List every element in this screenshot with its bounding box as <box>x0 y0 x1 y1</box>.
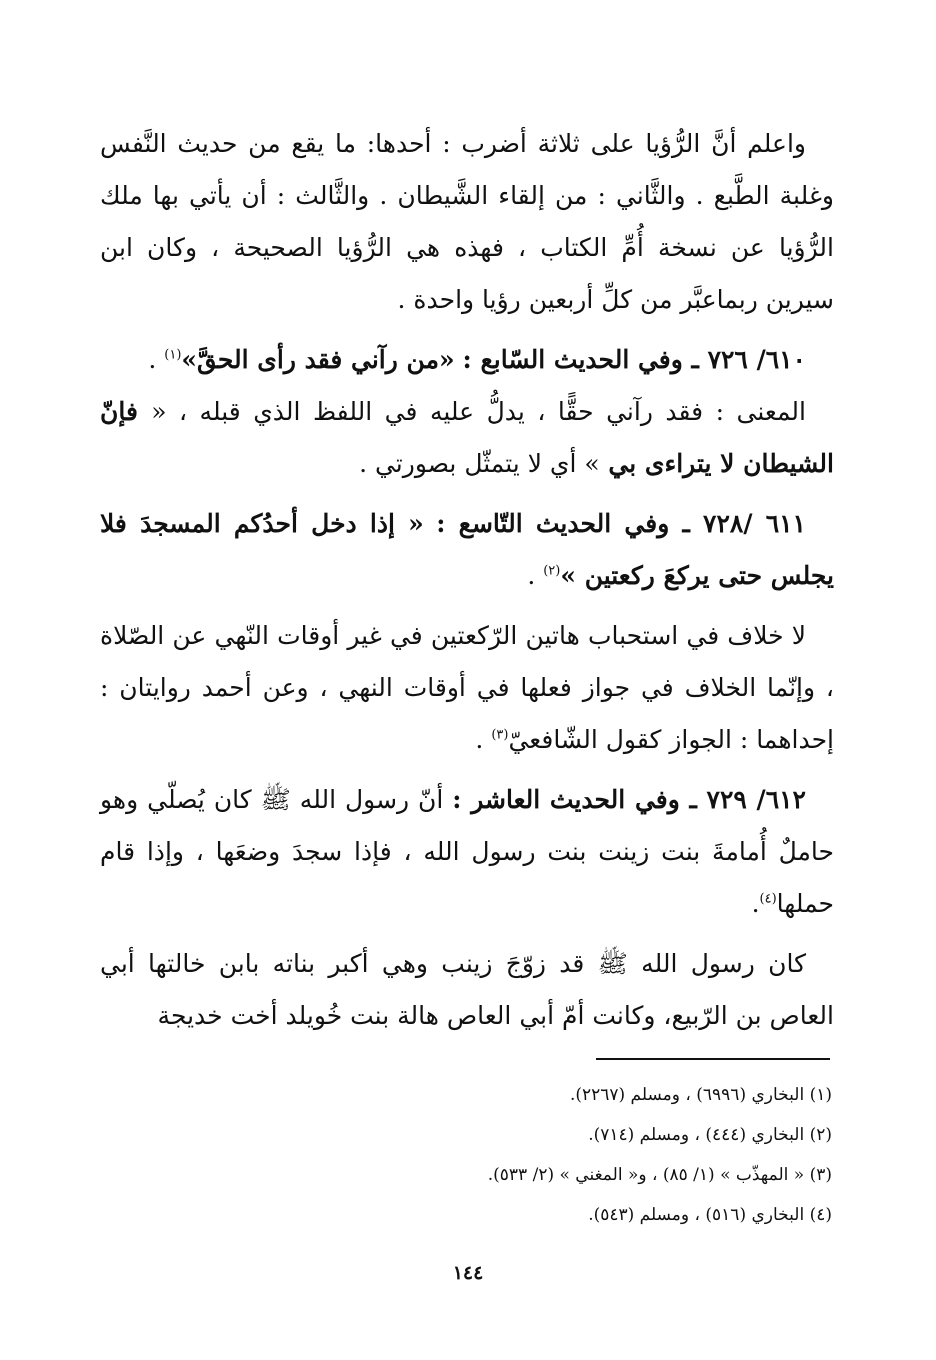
hadith-612-text: أنّ رسول الله ﷺ كان يُصلّي وهو حاملٌ أُمامةَ بنت زينت بنت رسول الله ، فإذا سجدَ وضعَها ، وإذا قام حملها <box>100 785 834 918</box>
footnote-ref-4: (٤) <box>759 891 777 907</box>
paragraph-text: لا خلاف في استحباب هاتين الرّكعتين في غير أوقات النّهي عن الصّلاة ، وإنّما الخلاف في جواز فعلها في أوقات النهي ، وعن أحمد روايتان : إحداهما : الجواز كقول الشّافعيّ <box>100 621 834 754</box>
explanation-text-1: المعنى : فقد رآني حقًّا ، يدلُّ عليه في اللفظ الذي قبله ، « <box>151 397 806 426</box>
hadith-611-heading: ٦١١ /٧٢٨ ـ وفي الحديث التّاسع : <box>436 509 806 538</box>
hadith-611-end: . <box>527 561 544 590</box>
hadith-610-text: «من رآني فقد رأى الحقَّ» <box>181 345 455 374</box>
paragraph-zaynab <box>100 938 834 1042</box>
footnote-2: (٢) البخاري (٤٤٤) ، ومسلم (٧١٤). <box>588 1125 832 1145</box>
footnote-3: (٣) « المهذّب » (١/ ٨٥) ، و« المغني » (٢/ ٥٣٣). <box>487 1165 832 1185</box>
hadith-612-heading: ٦١٢/ ٧٢٩ ـ وفي الحديث العاشر : <box>452 785 806 814</box>
hadith-611-text: « إذا دخل أحدُكم المسجدَ فلا يجلس حتى يركعَ ركعتين » <box>100 509 834 590</box>
footnote-ref-1: (١) <box>164 347 182 363</box>
paragraph-end: . <box>475 725 492 754</box>
hadith-610-end: . <box>148 345 165 374</box>
footnote-1: (١) البخاري (٦٩٩٦) ، ومسلم (٢٢٦٧). <box>569 1085 832 1105</box>
footnote-4: (٤) البخاري (٥١٦) ، ومسلم (٥٤٣). <box>588 1205 832 1225</box>
hadith-612-end: . <box>751 889 760 918</box>
hadith-610-heading: ٦١٠/ ٧٢٦ ـ وفي الحديث السّابع : <box>462 345 806 374</box>
page-number: ١٤٤ <box>452 1262 484 1284</box>
main-text <box>100 118 834 1042</box>
footnotes <box>100 1075 832 1235</box>
paragraph-text: كان رسول الله ﷺ قد زوّجَ زينب وهي أكبر بناته بابن خالتها أبي العاص بن الرّبيع، وكانت أمّ أبي العاص هالة بنت خُويلد أخت خديجة <box>100 949 834 1030</box>
paragraph-two-rakahs <box>100 610 834 766</box>
hadith-610-explanation <box>100 386 834 490</box>
hadith-610 <box>100 334 834 386</box>
hadith-611 <box>100 498 834 602</box>
paragraph-text: واعلم أنَّ الرُّؤيا على ثلاثة أضرب : أحدها: ما يقع من حديث النَّفس وغلبة الطَّبع . والثَّاني : من إلقاء الشَّيطان . والثَّالث : أن يأتي بها ملك الرُّؤيا عن نسخة أُمِّ الكتاب ، فهذه هي الرُّؤيا الصحيحة ، وكان ابن سيرين ربماعبَّر من كلِّ أربعين رؤيا واحدة . <box>100 129 834 314</box>
footnote-ref-3: (٣) <box>491 727 509 743</box>
explanation-quote: فإنّ الشيطان لا يتراءى بي <box>100 397 834 478</box>
footnote-ref-2: (٢) <box>543 563 561 579</box>
explanation-text-2: » أي لا يتمثّل بصورتي . <box>359 449 600 478</box>
hadith-612 <box>100 774 834 930</box>
footnote-divider <box>596 1058 830 1060</box>
paragraph-dream-types <box>100 118 834 326</box>
